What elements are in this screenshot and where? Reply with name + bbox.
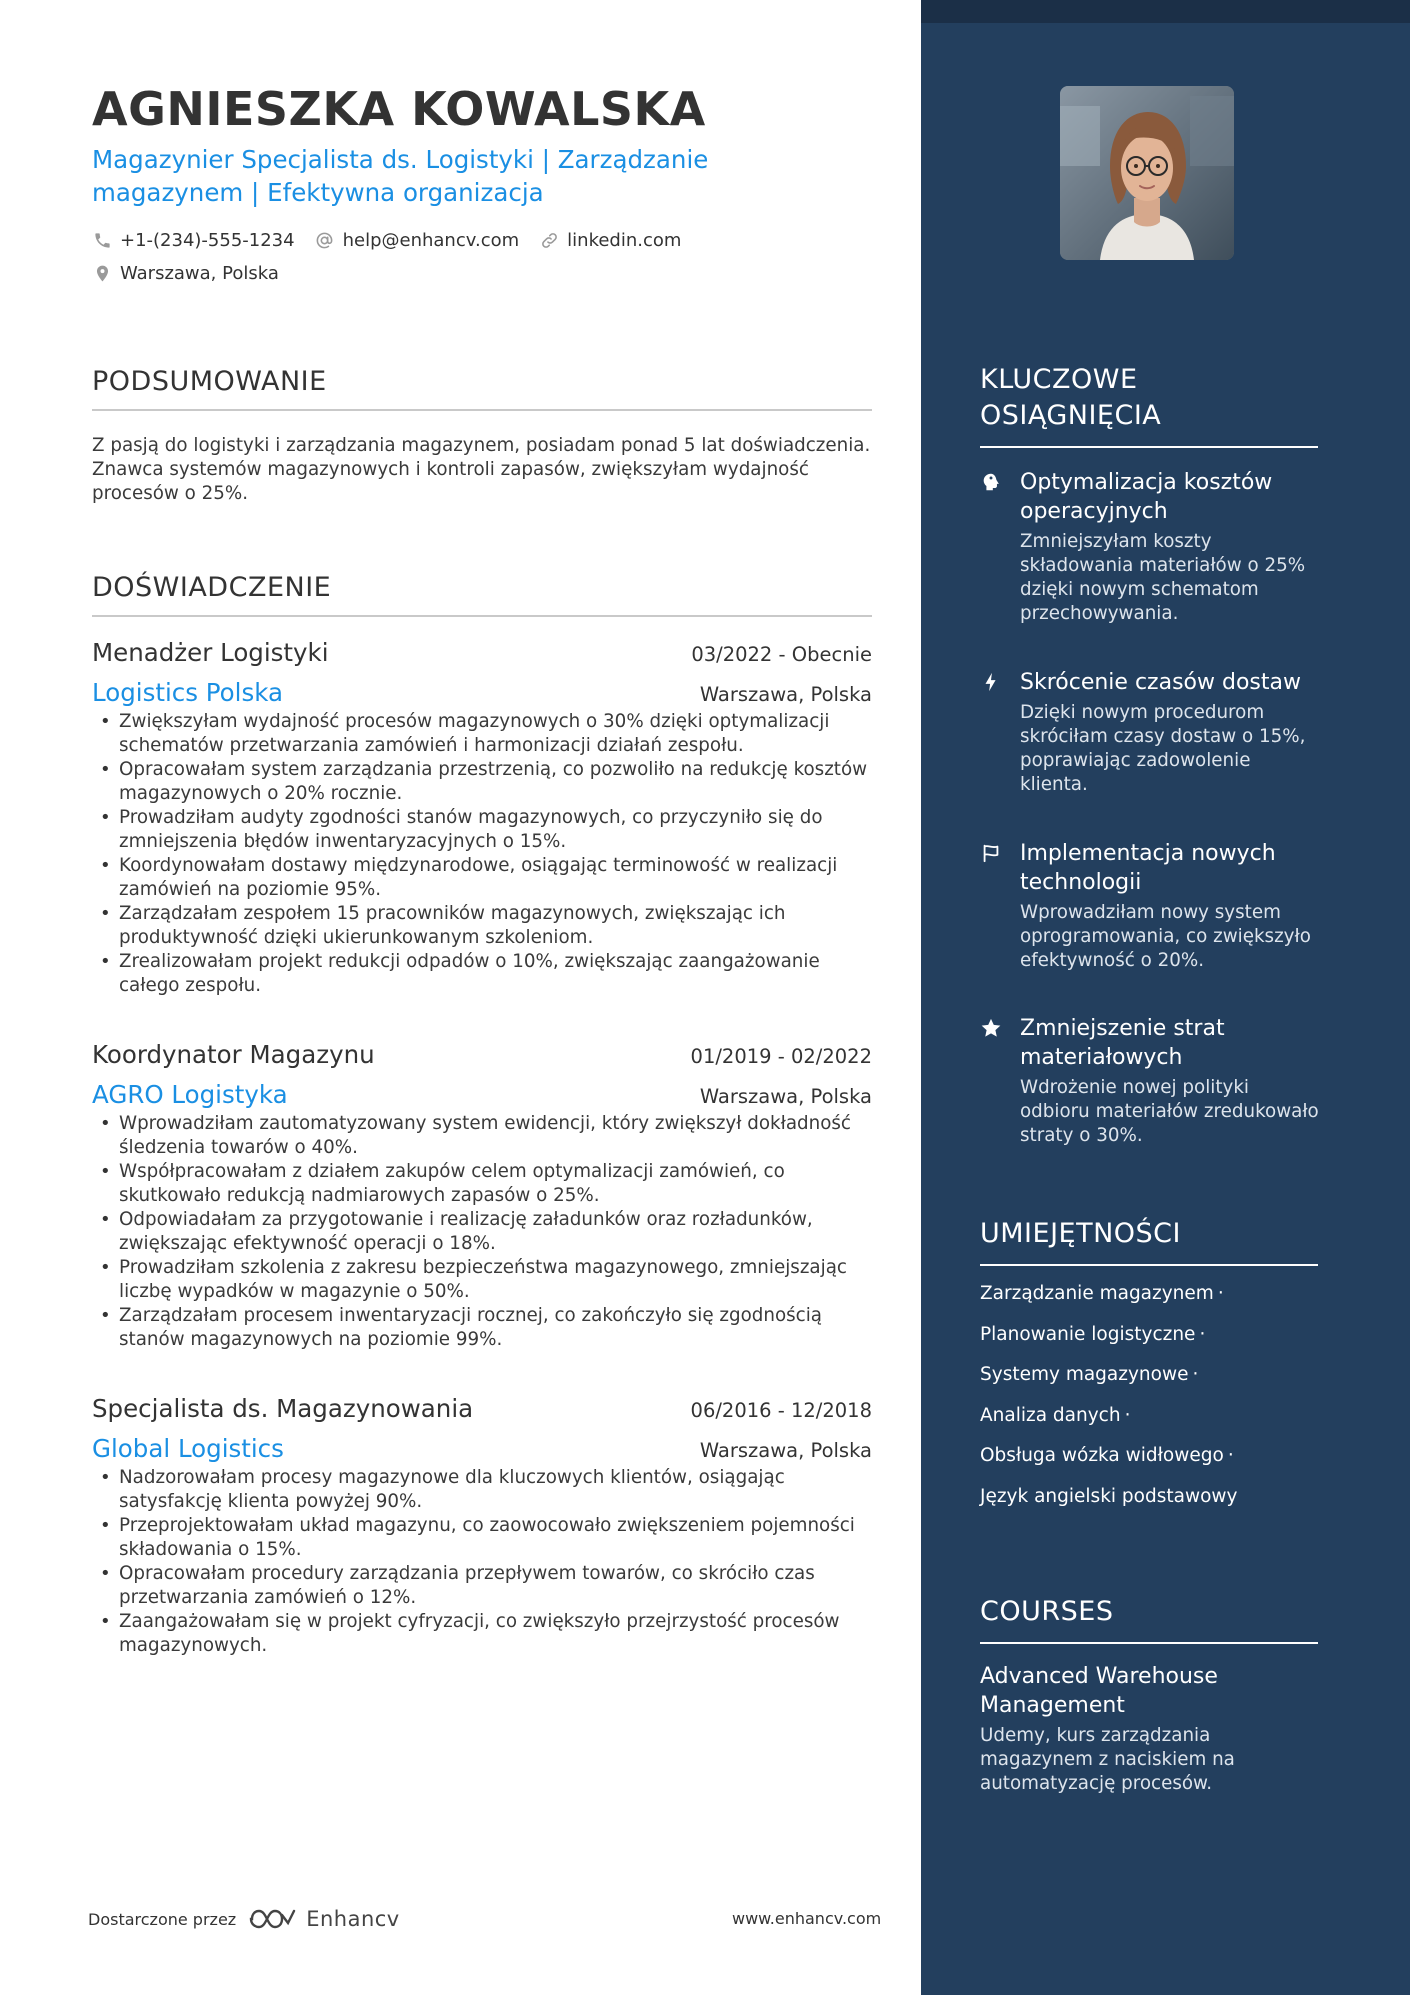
achievements-heading: KLUCZOWE OSIĄGNIĘCIA [980,362,1318,448]
powered-by-label: Dostarczone przez [88,1909,237,1929]
skill-label: Analiza danych [980,1404,1121,1426]
location-item [92,263,279,284]
achievement-item [980,668,1320,797]
enhancv-logo-icon [248,1905,296,1933]
achievement-desc: Wprowadziłam nowy system oprogramowania, co zwiększyło efektywność o 20%. [1020,902,1311,971]
skills-list [980,1282,1320,1525]
flag-icon [980,842,1002,864]
job-entry [92,638,872,998]
linkedin-text: linkedin.com [567,230,682,251]
job-bullet: • Prowadziłam szkolenia z zakresu bezpieczeństwa magazynowego, zmniejszając liczbę wypadków w magazynie o 50%. [92,1256,872,1304]
footer-branding [88,1905,400,1933]
achievement-desc: Zmniejszyłam koszty składowania materiałów o 25% dzięki nowym schematom przechowywania. [1020,531,1306,624]
job-bullet: • Nadzorowałam procesy magazynowe dla kluczowych klientów, osiągając satysfakcję klienta powyżej 90%. [92,1466,872,1514]
skill-label: Planowanie logistyczne [980,1323,1196,1345]
job-bullets [92,710,872,998]
achievement-title: Skrócenie czasów dostaw [1020,670,1301,695]
star-icon [980,1017,1002,1039]
job-bullet: • Zwiększyłam wydajność procesów magazynowych o 30% dzięki optymalizacji schematów przetwarzania zamówień i harmonizacji działań zespołu. [92,710,872,758]
summary-heading: PODSUMOWANIE [92,366,872,411]
achievement-title: Optymalizacja kosztów operacyjnych [1020,470,1273,524]
enhancv-logo[interactable] [248,1905,400,1933]
headline: Magazynier Specjalista ds. Logistyki | Zarządzanie magazynem | Efektywna organizacja [92,145,709,207]
experience-heading: DOŚWIADCZENIE [92,572,872,617]
job-bullet: • Zaangażowałam się w projekt cyfryzacji, co zwiększyło przejrzystość procesów magazynowych. [92,1610,872,1658]
footer-url[interactable]: www.enhancv.com [732,1909,882,1928]
skill-item: Analiza danych · [980,1404,1131,1426]
job-bullets [92,1112,872,1352]
skill-label: Systemy magazynowe [980,1364,1189,1385]
map-pin-icon [92,264,112,284]
job-bullet: • Odpowiadałam za przygotowanie i realizację załadunków oraz rozładunków, zwiększając efektywność operacji o 18%. [92,1208,872,1256]
job-location: Warszawa, Polska [699,1439,872,1462]
job-bullet: • Prowadziłam audyty zgodności stanów magazynowych, co przyczyniło się do zmniejszenia błędów inwentaryzacyjnych o 15%. [92,806,872,854]
achievement-item [980,839,1320,973]
job-bullet: • Koordynowałam dostawy międzynarodowe, osiągając terminowość w realizacji zamówień na poziomie 95%. [92,854,872,902]
skill-item: Planowanie logistyczne · [980,1323,1206,1345]
courses-heading: COURSES [980,1594,1318,1644]
job-entry [92,1040,872,1352]
job-entry [92,1394,872,1658]
sidebar-top-bar [921,0,1410,23]
job-date: 06/2016 - 12/2018 [690,1399,872,1422]
email-item[interactable] [315,230,520,251]
course-desc: Udemy, kurs zarządzania magazynem z naciskiem na automatyzację procesów. [980,1725,1235,1794]
candidate-name: AGNIESZKA KOWALSKA [92,82,706,136]
job-bullet: • Wprowadziłam zautomatyzowany system ewidencji, który zwiększył dokładność śledzenia towarów o 40%. [92,1112,872,1160]
email-text: help@enhancv.com [342,230,520,251]
brain-icon [980,471,1002,493]
achievement-desc: Wdrożenie nowej polityki odbioru materiałów zredukowało straty o 30%. [1020,1077,1319,1146]
at-icon [315,231,335,251]
job-bullet: • Przeprojektowałam układ magazynu, co zaowocowało zwiększeniem pojemności składowania o 15%. [92,1514,872,1562]
brand-name: Enhancv [306,1907,400,1931]
skills-heading: UMIEJĘTNOŚCI [980,1216,1318,1266]
job-company[interactable]: AGRO Logistyka [92,1080,288,1109]
achievement-item [980,1014,1320,1148]
contact-row [92,230,701,251]
summary-text: Z pasją do logistyki i zarządzania magazynem, posiadam ponad 5 lat doświadczenia. Znawca systemów magazynowych i kontroli zapasów, zwiększyłam wydajność procesów o 25%. [92,435,871,504]
job-location: Warszawa, Polska [699,1085,872,1108]
skill-item [980,1485,1320,1509]
skill-label: Obsługa wózka widłowego [980,1445,1224,1466]
achievement-desc: Dzięki nowym procedurom skróciłam czasy dostaw o 15%, poprawiając zadowolenie klienta. [1020,702,1306,795]
job-bullet: • Opracowałam procedury zarządzania przepływem towarów, co skróciło czas przetwarzania zamówień o 12%. [92,1562,872,1610]
location-row [92,263,299,284]
phone-text: +1-(234)-555-1234 [120,230,295,251]
job-role: Specjalista ds. Magazynowania [92,1394,474,1423]
phone-item[interactable] [92,230,295,251]
job-date: 03/2022 - Obecnie [691,643,872,666]
achievement-title: Implementacja nowych technologii [1020,841,1276,895]
link-icon [539,231,559,251]
job-bullet: • Zrealizowałam projekt redukcji odpadów o 10%, zwiększając zaangażowanie całego zespołu. [92,950,872,998]
course-title: Advanced Warehouse Management [980,1664,1218,1718]
skill-item: Systemy magazynowe · [980,1364,1199,1385]
achievement-item [980,468,1320,626]
job-bullet: • Zarządzałam procesem inwentaryzacji rocznej, co zakończyło się zgodnością stanów magazynowych na poziomie 99%. [92,1304,872,1352]
job-role: Menadżer Logistyki [92,638,329,667]
job-bullet: • Zarządzałam zespołem 15 pracowników magazynowych, zwiększając ich produktywność dzięki ukierunkowanym szkoleniom. [92,902,872,950]
skill-item: Zarządzanie magazynem · [980,1283,1224,1304]
job-bullets [92,1466,872,1658]
job-location: Warszawa, Polska [699,683,872,706]
job-bullet: • Opracowałam system zarządzania przestrzenią, co pozwoliło na redukcję kosztów magazynowych o 20% rocznie. [92,758,872,806]
skill-item: Obsługa wózka widłowego · [980,1445,1234,1466]
phone-icon [92,231,112,251]
skill-label: Język angielski podstawowy [980,1485,1238,1507]
job-company[interactable]: Logistics Polska [92,678,283,707]
profile-photo [1060,86,1234,260]
location-text: Warszawa, Polska [120,263,279,284]
job-date: 01/2019 - 02/2022 [690,1045,872,1068]
lightning-icon [980,671,1002,693]
job-role: Koordynator Magazynu [92,1040,375,1069]
course-item [980,1662,1320,1796]
linkedin-item[interactable] [539,230,681,251]
job-company[interactable]: Global Logistics [92,1434,284,1463]
skill-label: Zarządzanie magazynem [980,1283,1214,1304]
achievement-title: Zmniejszenie strat materiałowych [1020,1016,1225,1070]
job-bullet: • Współpracowałam z działem zakupów celem optymalizacji zamówień, co skutkowało redukcją nadmiarowych zapasów o 25%. [92,1160,872,1208]
